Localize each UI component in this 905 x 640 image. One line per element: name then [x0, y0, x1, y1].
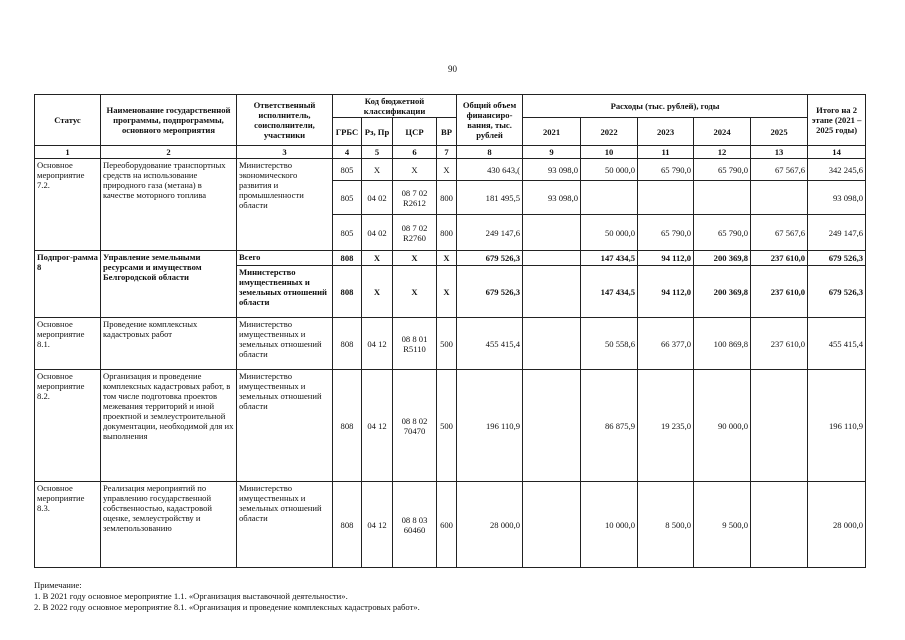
cell-vr: X — [437, 251, 457, 266]
header-program: Наименование государственной программы, подпрограммы, основного мероприятия — [101, 95, 237, 146]
header-rzpr: Рз, Пр — [362, 118, 393, 146]
row-status: Подпрог-рамма 8 — [35, 251, 101, 318]
cell-vr: 500 — [437, 370, 457, 482]
cell-2023: 65 790,0 — [638, 159, 694, 181]
cell-2024: 200 369,8 — [694, 266, 751, 318]
cell-sum: 679 526,3 — [808, 266, 866, 318]
cell-sum: 249 147,6 — [808, 215, 866, 251]
col-num: 8 — [457, 146, 523, 159]
cell-sum: 28 000,0 — [808, 482, 866, 568]
cell-sum: 679 526,3 — [808, 251, 866, 266]
row-status: Основное мероприятие 8.2. — [35, 370, 101, 482]
notes-title: Примечание: — [34, 580, 82, 590]
header-row-1 — [35, 95, 866, 118]
row-name: Переоборудование транспортных средств на использование природного газа (метана) в качестве моторного топлива — [101, 159, 237, 251]
cell-grbs: 805 — [333, 159, 362, 181]
cell-grbs: 808 — [333, 251, 362, 266]
cell-csr: 08 7 02 R2612 — [393, 181, 437, 215]
note-item: 2. В 2022 году основное мероприятие 8.1. «Организация и проведение комплексных кадастровых работ». — [34, 602, 420, 612]
cell-2023: 94 112,0 — [638, 251, 694, 266]
row-responsible: Министерство имущественных и земельных отношений области — [237, 266, 333, 318]
cell-csr: 08 8 01 R5110 — [393, 318, 437, 370]
cell-2023: 19 235,0 — [638, 370, 694, 482]
row-responsible: Министерство имущественных и земельных отношений области — [237, 370, 333, 482]
cell-2021 — [523, 318, 581, 370]
col-num: 5 — [362, 146, 393, 159]
row-name: Реализация мероприятий по управлению государственной собственностью, кадастровой оценке, землеустройству и землепользованию — [101, 482, 237, 568]
col-num: 10 — [581, 146, 638, 159]
cell-csr: X — [393, 251, 437, 266]
header-responsible: Ответственный исполнитель, соисполнители, участники — [237, 95, 333, 146]
cell-2024: 100 869,8 — [694, 318, 751, 370]
cell-total: 196 110,9 — [457, 370, 523, 482]
header-csr: ЦСР — [393, 118, 437, 146]
cell-vr: X — [437, 159, 457, 181]
cell-csr: 08 8 02 70470 — [393, 370, 437, 482]
header-budget-code: Код бюджетной классификации — [333, 95, 457, 118]
cell-2025: 237 610,0 — [751, 266, 808, 318]
cell-2022: 50 000,0 — [581, 215, 638, 251]
cell-2022: 10 000,0 — [581, 482, 638, 568]
cell-2023: 94 112,0 — [638, 266, 694, 318]
cell-total: 181 495,5 — [457, 181, 523, 215]
col-num: 3 — [237, 146, 333, 159]
header-status: Статус — [35, 95, 101, 146]
col-num: 1 — [35, 146, 101, 159]
cell-vr: 800 — [437, 215, 457, 251]
col-num: 13 — [751, 146, 808, 159]
cell-total: 679 526,3 — [457, 251, 523, 266]
cell-2025: 67 567,6 — [751, 215, 808, 251]
cell-csr: 08 8 03 60460 — [393, 482, 437, 568]
header-2022: 2022 — [581, 118, 638, 146]
cell-grbs: 805 — [333, 215, 362, 251]
cell-total: 249 147,6 — [457, 215, 523, 251]
cell-vr: 600 — [437, 482, 457, 568]
cell-2024: 90 000,0 — [694, 370, 751, 482]
cell-2025: 237 610,0 — [751, 318, 808, 370]
table-row — [35, 318, 866, 370]
cell-2021 — [523, 266, 581, 318]
cell-2022: 147 434,5 — [581, 266, 638, 318]
cell-rzpr: X — [362, 266, 393, 318]
cell-sum: 93 098,0 — [808, 181, 866, 215]
header-summary: Итого на 2 этапе (2021 – 2025 годы) — [808, 95, 866, 146]
table-row — [35, 370, 866, 482]
cell-rzpr: 04 12 — [362, 482, 393, 568]
col-num: 6 — [393, 146, 437, 159]
cell-2021 — [523, 482, 581, 568]
row-responsible: Всего — [237, 251, 333, 266]
row-responsible: Министерство имущественных и земельных отношений области — [237, 318, 333, 370]
cell-2024: 9 500,0 — [694, 482, 751, 568]
col-num: 11 — [638, 146, 694, 159]
col-num: 7 — [437, 146, 457, 159]
col-num: 4 — [333, 146, 362, 159]
col-num: 14 — [808, 146, 866, 159]
cell-2023: 65 790,0 — [638, 215, 694, 251]
cell-grbs: 805 — [333, 181, 362, 215]
cell-2025 — [751, 181, 808, 215]
cell-2024: 65 790,0 — [694, 159, 751, 181]
col-num: 12 — [694, 146, 751, 159]
cell-2025 — [751, 370, 808, 482]
note-item: 1. В 2021 году основное мероприятие 1.1. «Организация выставочной деятельности». — [34, 591, 348, 601]
header-2023: 2023 — [638, 118, 694, 146]
cell-total: 679 526,3 — [457, 266, 523, 318]
cell-2021 — [523, 370, 581, 482]
header-2024: 2024 — [694, 118, 751, 146]
cell-total: 28 000,0 — [457, 482, 523, 568]
cell-2021 — [523, 251, 581, 266]
cell-grbs: 808 — [333, 266, 362, 318]
cell-vr: X — [437, 266, 457, 318]
budget-table — [34, 94, 866, 568]
header-2025: 2025 — [751, 118, 808, 146]
col-num: 9 — [523, 146, 581, 159]
row-responsible: Министерство имущественных и земельных отношений области — [237, 482, 333, 568]
cell-2024 — [694, 181, 751, 215]
row-status: Основное мероприятие 7.2. — [35, 159, 101, 251]
cell-grbs: 808 — [333, 370, 362, 482]
row-responsible: Министерство экономического развития и промышленности области — [237, 159, 333, 251]
cell-grbs: 808 — [333, 318, 362, 370]
notes-block — [34, 580, 420, 613]
cell-sum: 196 110,9 — [808, 370, 866, 482]
cell-2025 — [751, 482, 808, 568]
cell-grbs: 808 — [333, 482, 362, 568]
cell-rzpr: 04 12 — [362, 370, 393, 482]
cell-2021 — [523, 215, 581, 251]
header-total: Общий объем финансиро-вания, тыс. рублей — [457, 95, 523, 146]
page-number: 90 — [448, 64, 457, 74]
cell-2022: 50 558,6 — [581, 318, 638, 370]
cell-2021: 93 098,0 — [523, 159, 581, 181]
cell-rzpr: 04 02 — [362, 215, 393, 251]
cell-2022: 50 000,0 — [581, 159, 638, 181]
cell-2023: 8 500,0 — [638, 482, 694, 568]
header-grbs: ГРБС — [333, 118, 362, 146]
cell-2024: 200 369,8 — [694, 251, 751, 266]
cell-total: 455 415,4 — [457, 318, 523, 370]
table-row — [35, 159, 866, 181]
cell-2023: 66 377,0 — [638, 318, 694, 370]
cell-2021: 93 098,0 — [523, 181, 581, 215]
cell-rzpr: X — [362, 159, 393, 181]
cell-2022 — [581, 181, 638, 215]
cell-rzpr: X — [362, 251, 393, 266]
cell-sum: 455 415,4 — [808, 318, 866, 370]
row-status: Основное мероприятие 8.3. — [35, 482, 101, 568]
cell-csr: X — [393, 159, 437, 181]
cell-rzpr: 04 12 — [362, 318, 393, 370]
cell-rzpr: 04 02 — [362, 181, 393, 215]
header-vr: ВР — [437, 118, 457, 146]
row-status: Основное мероприятие 8.1. — [35, 318, 101, 370]
cell-vr: 500 — [437, 318, 457, 370]
cell-total: 430 643,( — [457, 159, 523, 181]
header-expenses: Расходы (тыс. рублей), годы — [523, 95, 808, 118]
header-2021: 2021 — [523, 118, 581, 146]
cell-2022: 86 875,9 — [581, 370, 638, 482]
row-name: Управление земельными ресурсами и имуществом Белгородской области — [101, 251, 237, 318]
column-index-row — [35, 146, 866, 159]
cell-2025: 237 610,0 — [751, 251, 808, 266]
cell-vr: 800 — [437, 181, 457, 215]
row-name: Организация и проведение комплексных кадастровых работ, в том числе подготовка проектов межевания территорий и иной проектной и землеустроительной документации, необходимой для их выполнения — [101, 370, 237, 482]
cell-sum: 342 245,6 — [808, 159, 866, 181]
table-row — [35, 251, 866, 266]
cell-2022: 147 434,5 — [581, 251, 638, 266]
row-name: Проведение комплексных кадастровых работ — [101, 318, 237, 370]
cell-csr: X — [393, 266, 437, 318]
table-row — [35, 482, 866, 568]
cell-2024: 65 790,0 — [694, 215, 751, 251]
cell-csr: 08 7 02 R2760 — [393, 215, 437, 251]
cell-2023 — [638, 181, 694, 215]
cell-2025: 67 567,6 — [751, 159, 808, 181]
col-num: 2 — [101, 146, 237, 159]
